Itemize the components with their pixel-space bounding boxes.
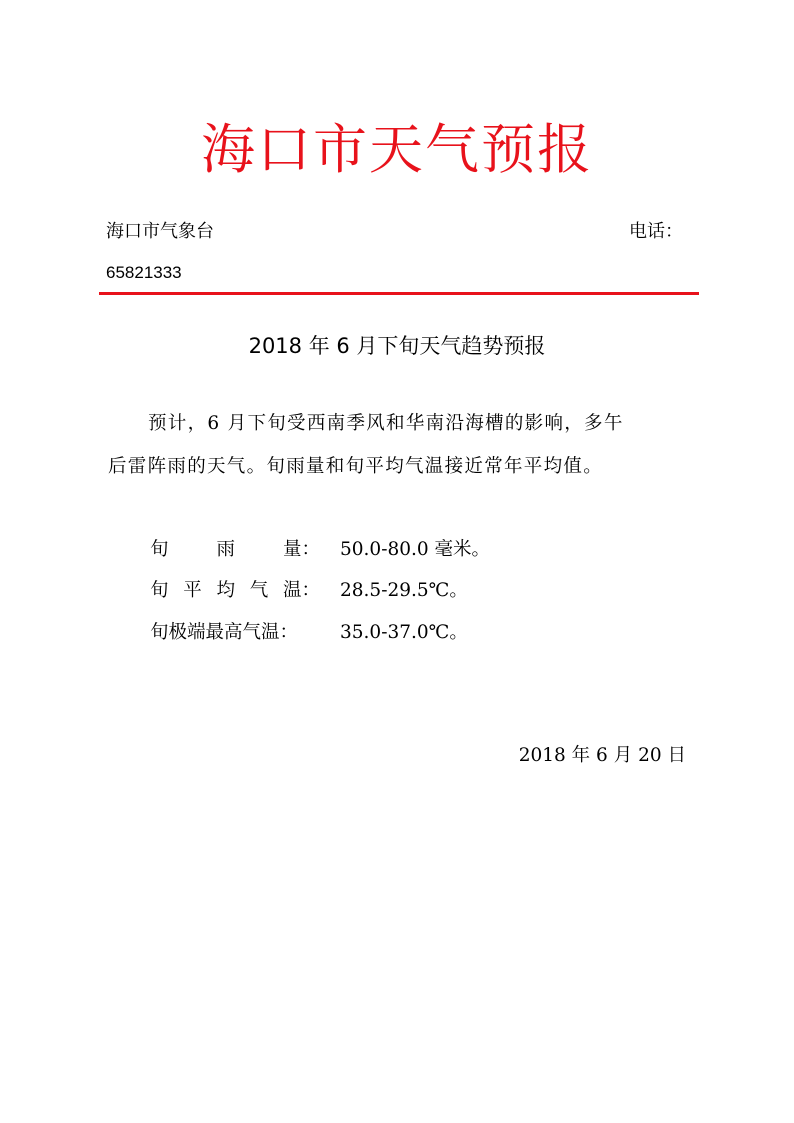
rainfall-label-char: 雨 <box>216 539 235 560</box>
avg-temp-label-char: 气 <box>249 580 269 601</box>
rainfall-label <box>150 536 320 564</box>
phone-label: 电话： <box>629 221 683 242</box>
max-temp-label-text: 旬极端最高气温： <box>150 622 299 643</box>
rainfall-label-char: 量： <box>282 539 320 560</box>
avg-temp-label-char: 均 <box>216 580 235 601</box>
phone-number: 65821333 <box>106 263 182 282</box>
avg-temp-label-char: 温： <box>282 580 320 601</box>
avg-temp-value: 28.5-29.5℃。 <box>340 580 468 601</box>
avg-temp-label-char: 旬 <box>150 580 169 601</box>
header-title: 海口市天气预报 <box>201 118 593 181</box>
issue-date: 2018 年 6 月 20 日 <box>518 745 686 766</box>
header-divider <box>99 292 699 295</box>
rainfall-value: 50.0-80.0 毫米。 <box>340 539 491 560</box>
report-title: 2018 年 6 月下旬天气趋势预报 <box>248 334 546 358</box>
avg-temp-label <box>150 577 320 605</box>
rainfall-label-char: 旬 <box>150 539 169 560</box>
max-temp-label <box>150 619 320 647</box>
issuer-name: 海口市气象台 <box>106 221 214 242</box>
forecast-paragraph-line-2: 后雷阵雨的天气。旬雨量和旬平均气温接近常年平均值。 <box>108 456 604 477</box>
max-temp-value: 35.0-37.0℃。 <box>340 622 468 643</box>
forecast-paragraph-line-1: 预计，6 月下旬受西南季风和华南沿海槽的影响，多午 <box>148 413 624 434</box>
avg-temp-label-char: 平 <box>183 580 202 601</box>
